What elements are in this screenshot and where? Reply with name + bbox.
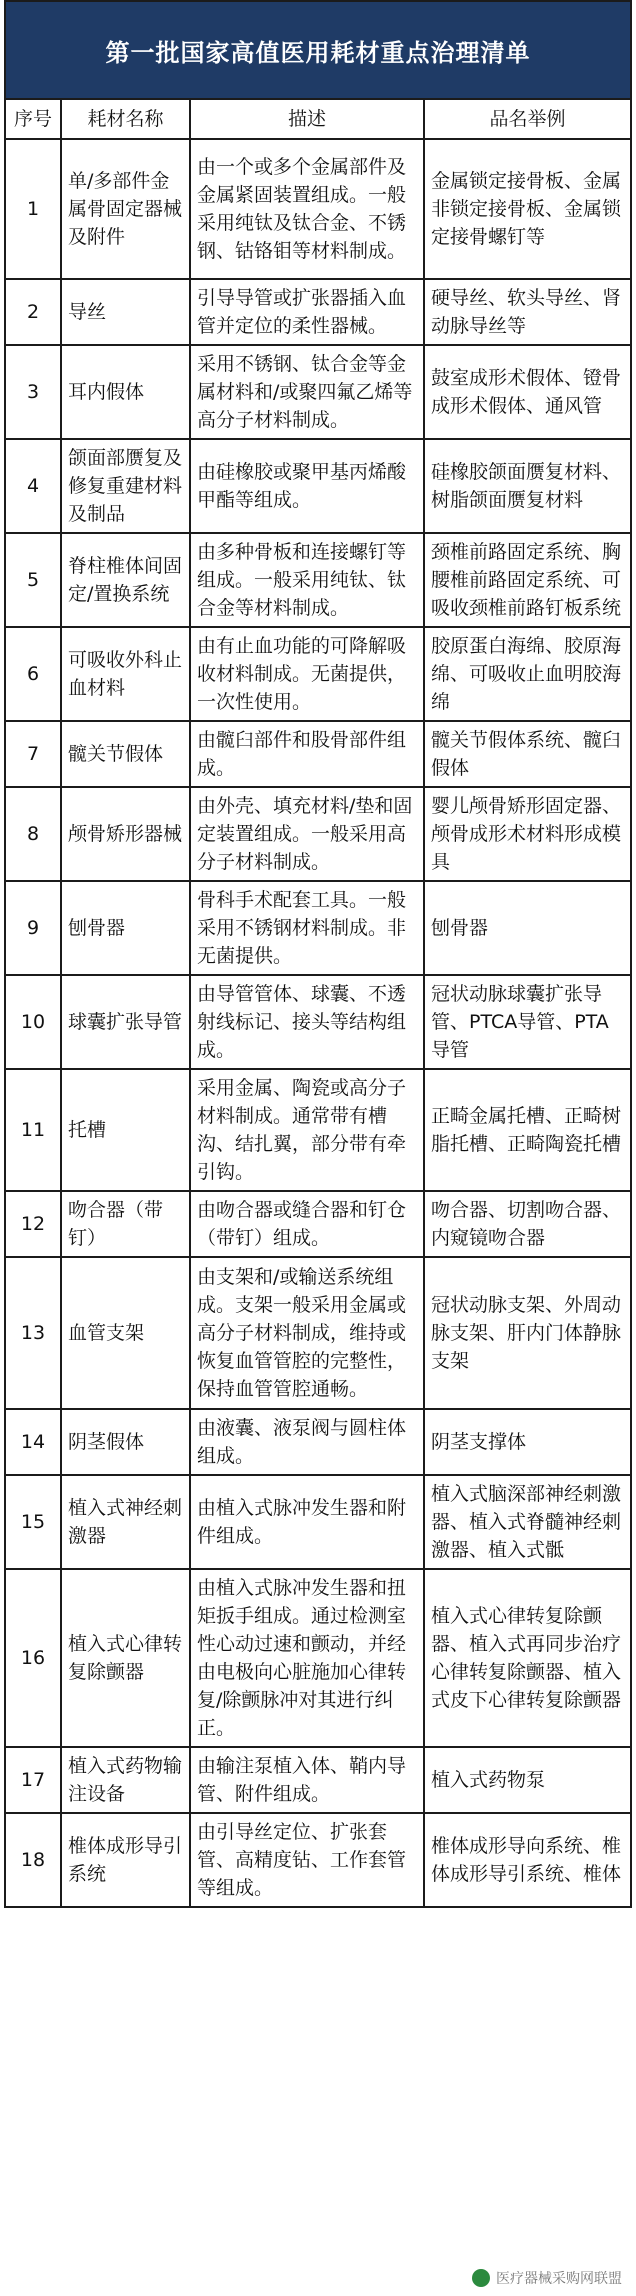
watermark [466, 2266, 628, 2290]
table-row [5, 1409, 631, 1475]
row-example: 髋关节假体系统、髋臼假体 [424, 721, 631, 787]
watermark-text: 医疗器械采购网联盟 [496, 2271, 622, 2287]
row-name: 导丝 [61, 279, 190, 345]
row-name: 植入式药物输注设备 [61, 1747, 190, 1813]
row-number: 15 [5, 1475, 61, 1569]
row-example: 冠状动脉支架、外周动脉支架、肝内门体静脉支架 [424, 1257, 631, 1409]
row-name: 单/多部件金属骨固定器械及附件 [61, 139, 190, 279]
row-example: 颈椎前路固定系统、胸腰椎前路固定系统、可吸收颈椎前路钉板系统 [424, 533, 631, 627]
table-row [5, 975, 631, 1069]
row-name: 球囊扩张导管 [61, 975, 190, 1069]
row-name: 刨骨器 [61, 881, 190, 975]
row-name: 颌面部赝复及修复重建材料及制品 [61, 439, 190, 533]
row-number: 6 [5, 627, 61, 721]
row-description: 骨科手术配套工具。一般采用不锈钢材料制成。非无菌提供。 [190, 881, 424, 975]
row-number: 18 [5, 1813, 61, 1907]
table-row [5, 1069, 631, 1191]
table-row [5, 345, 631, 439]
header-no: 序号 [5, 99, 61, 139]
row-number: 14 [5, 1409, 61, 1475]
row-number: 13 [5, 1257, 61, 1409]
row-description: 由外壳、填充材料/垫和固定装置组成。一般采用高分子材料制成。 [190, 787, 424, 881]
row-name: 可吸收外科止血材料 [61, 627, 190, 721]
row-example: 硅橡胶颌面赝复材料、树脂颌面赝复材料 [424, 439, 631, 533]
row-name: 植入式神经刺激器 [61, 1475, 190, 1569]
row-description: 由输注泵植入体、鞘内导管、附件组成。 [190, 1747, 424, 1813]
row-name: 植入式心律转复除颤器 [61, 1569, 190, 1747]
row-description: 由液囊、液泵阀与圆柱体组成。 [190, 1409, 424, 1475]
header-name: 耗材名称 [61, 99, 190, 139]
row-name: 髋关节假体 [61, 721, 190, 787]
row-number: 17 [5, 1747, 61, 1813]
row-name: 耳内假体 [61, 345, 190, 439]
row-description: 由多种骨板和连接螺钉等组成。一般采用纯钛、钛合金等材料制成。 [190, 533, 424, 627]
row-example: 植入式脑深部神经刺激器、植入式脊髓神经刺激器、植入式骶 [424, 1475, 631, 1569]
row-example: 阴茎支撑体 [424, 1409, 631, 1475]
row-name: 阴茎假体 [61, 1409, 190, 1475]
table-row [5, 1475, 631, 1569]
table-row [5, 139, 631, 279]
consumables-table [4, 98, 632, 1908]
table-row [5, 1813, 631, 1907]
row-example: 正畸金属托槽、正畸树脂托槽、正畸陶瓷托槽 [424, 1069, 631, 1191]
row-description: 由一个或多个金属部件及金属紧固装置组成。一般采用纯钛及钛合金、不锈钢、钴铬钼等材料制成。 [190, 139, 424, 279]
row-number: 4 [5, 439, 61, 533]
header-example: 品名举例 [424, 99, 631, 139]
row-number: 3 [5, 345, 61, 439]
table-row [5, 881, 631, 975]
row-number: 16 [5, 1569, 61, 1747]
table-row [5, 279, 631, 345]
table-row [5, 439, 631, 533]
row-number: 9 [5, 881, 61, 975]
table-title: 第一批国家高值医用耗材重点治理清单 [4, 0, 632, 98]
row-number: 10 [5, 975, 61, 1069]
table-row [5, 787, 631, 881]
row-description: 由硅橡胶或聚甲基丙烯酸甲酯等组成。 [190, 439, 424, 533]
row-number: 7 [5, 721, 61, 787]
row-description: 由有止血功能的可降解吸收材料制成。无菌提供，一次性使用。 [190, 627, 424, 721]
row-description: 由吻合器或缝合器和钉仓（带钉）组成。 [190, 1191, 424, 1257]
row-example: 金属锁定接骨板、金属非锁定接骨板、金属锁定接骨螺钉等 [424, 139, 631, 279]
table-row [5, 1569, 631, 1747]
wechat-icon [472, 2269, 490, 2287]
row-number: 5 [5, 533, 61, 627]
row-number: 12 [5, 1191, 61, 1257]
table-row [5, 533, 631, 627]
row-name: 颅骨矫形器械 [61, 787, 190, 881]
row-description: 由髋臼部件和股骨部件组成。 [190, 721, 424, 787]
row-description: 由引导丝定位、扩张套管、高精度钻、工作套管等组成。 [190, 1813, 424, 1907]
table-row [5, 1747, 631, 1813]
row-name: 血管支架 [61, 1257, 190, 1409]
row-name: 托槽 [61, 1069, 190, 1191]
row-description: 采用金属、陶瓷或高分子材料制成。通常带有槽沟、结扎翼，部分带有牵引钩。 [190, 1069, 424, 1191]
row-name: 脊柱椎体间固定/置换系统 [61, 533, 190, 627]
table-row [5, 1257, 631, 1409]
header-row [5, 99, 631, 139]
row-description: 由导管管体、球囊、不透射线标记、接头等结构组成。 [190, 975, 424, 1069]
row-example: 植入式心律转复除颤器、植入式再同步治疗心律转复除颤器、植入式皮下心律转复除颤器 [424, 1569, 631, 1747]
row-description: 由植入式脉冲发生器和附件组成。 [190, 1475, 424, 1569]
row-number: 8 [5, 787, 61, 881]
row-example: 鼓室成形术假体、镫骨成形术假体、通风管 [424, 345, 631, 439]
row-example: 吻合器、切割吻合器、内窥镜吻合器 [424, 1191, 631, 1257]
header-desc: 描述 [190, 99, 424, 139]
row-example: 胶原蛋白海绵、胶原海绵、可吸收止血明胶海绵 [424, 627, 631, 721]
row-example: 植入式药物泵 [424, 1747, 631, 1813]
row-number: 2 [5, 279, 61, 345]
table-row [5, 721, 631, 787]
row-number: 1 [5, 139, 61, 279]
row-example: 椎体成形导向系统、椎体成形导引系统、椎体 [424, 1813, 631, 1907]
row-description: 由植入式脉冲发生器和扭矩扳手组成。通过检测室性心动过速和颤动，并经由电极向心脏施加心律转复/除颤脉冲对其进行纠正。 [190, 1569, 424, 1747]
row-description: 采用不锈钢、钛合金等金属材料和/或聚四氟乙烯等高分子材料制成。 [190, 345, 424, 439]
row-description: 由支架和/或输送系统组成。支架一般采用金属或高分子材料制成，维持或恢复血管管腔的完整性，保持血管管腔通畅。 [190, 1257, 424, 1409]
row-name: 椎体成形导引系统 [61, 1813, 190, 1907]
table-row [5, 1191, 631, 1257]
row-name: 吻合器（带钉） [61, 1191, 190, 1257]
row-example: 硬导丝、软头导丝、肾动脉导丝等 [424, 279, 631, 345]
row-example: 刨骨器 [424, 881, 631, 975]
row-description: 引导导管或扩张器插入血管并定位的柔性器械。 [190, 279, 424, 345]
row-example: 冠状动脉球囊扩张导管、PTCA导管、PTA导管 [424, 975, 631, 1069]
row-example: 婴儿颅骨矫形固定器、颅骨成形术材料形成模具 [424, 787, 631, 881]
row-number: 11 [5, 1069, 61, 1191]
table-row [5, 627, 631, 721]
